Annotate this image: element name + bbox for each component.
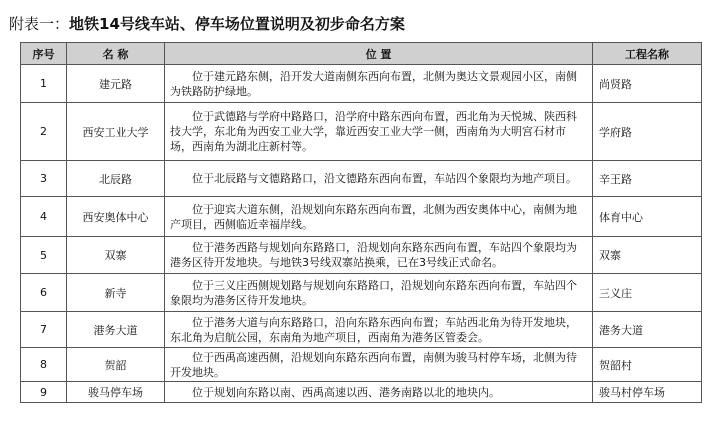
location-text: 位于迎宾大道东侧，沿规划向东路东西向布置，北侧为西安奥体中心，南侧为地产项目，西侧临近幸福岸线。: [170, 202, 577, 231]
location-text: 位于建元路东侧，沿开发大道南侧东西向布置，北侧为奥达文景观园小区，南侧为铁路防护绿地。: [170, 69, 577, 98]
table-row: [21, 312, 702, 348]
cell-location: [165, 103, 593, 161]
cell-no: 5: [21, 237, 67, 274]
cell-project: 骏马村停车场: [593, 382, 702, 403]
table-row: [21, 161, 702, 197]
cell-location: [165, 274, 593, 312]
cell-project: 体育中心: [593, 197, 702, 237]
header-location: 位 置: [165, 43, 593, 65]
cell-location: [165, 65, 593, 103]
cell-project: 贺韶村: [593, 348, 702, 382]
table-row: [21, 197, 702, 237]
location-text: 位于西禹高速西侧，沿规划向东路东西向布置，南侧为骏马村停车场，北侧为待开发地块。: [170, 350, 577, 379]
table-row: [21, 237, 702, 274]
location-text: 位于港务西路与规划向东路路口，沿规划向东路东西向布置，车站四个象限均为港务区待开发地块。与地铁3号线双寨站换乘，已在3号线正式命名。: [170, 241, 577, 269]
cell-no: 8: [21, 348, 67, 382]
cell-project: 学府路: [593, 103, 702, 161]
cell-name: 骏马停车场: [67, 382, 165, 403]
cell-no: 3: [21, 161, 67, 197]
cell-name: 新寺: [67, 274, 165, 312]
table-row: [21, 348, 702, 382]
cell-no: 7: [21, 312, 67, 348]
cell-name: 北辰路: [67, 161, 165, 197]
cell-name: 西安工业大学: [67, 103, 165, 161]
table-header-row: [21, 43, 702, 65]
page-title: [9, 12, 405, 36]
location-text: 位于武德路与学府中路路口，沿学府中路东西向布置，西北角为天悦城、陕西科技大学，东北角为西安工业大学，靠近西安工业大学一侧，西南角为大明宫石材市场，西南角为湖北庄新村等。: [170, 110, 577, 153]
cell-name: 双寨: [67, 237, 165, 274]
station-naming-table: [20, 42, 702, 403]
cell-no: 2: [21, 103, 67, 161]
cell-name: 贺韶: [67, 348, 165, 382]
cell-name: 建元路: [67, 65, 165, 103]
cell-name: 西安奥体中心: [67, 197, 165, 237]
cell-location: [165, 312, 593, 348]
location-text: 位于规划向东路以南、西禹高速以西、港务南路以北的地块内。: [192, 385, 500, 399]
title-prefix: 附表一：: [9, 15, 70, 33]
table-row: [21, 274, 702, 312]
location-text: 位于三义庄西侧规划路与规划向东路路口，沿规划向东路东西向布置，车站四个象限均为港务区待开发地块。: [170, 278, 577, 307]
title-main: 地铁14号线车站、停车场位置说明及初步命名方案: [69, 15, 405, 33]
location-text: 位于北辰路与文德路路口，沿文德路东西向布置，车站四个象限均为地产项目。: [192, 172, 577, 185]
cell-name: 港务大道: [67, 312, 165, 348]
cell-location: [165, 161, 593, 197]
cell-no: 6: [21, 274, 67, 312]
header-project-name: 工程名称: [593, 43, 702, 65]
cell-project: 辛王路: [593, 161, 702, 197]
cell-no: 4: [21, 197, 67, 237]
cell-location: [165, 348, 593, 382]
table-row: [21, 382, 702, 403]
cell-project: 双寨: [593, 237, 702, 274]
cell-location: [165, 237, 593, 274]
cell-no: 9: [21, 382, 67, 403]
location-text: 位于港务大道与向东路路口，沿向东路东西向布置；车站西北角为待开发地块，东北角为启航公园，东南角为地产项目，西南角为港务区管委会。: [170, 315, 577, 344]
cell-location: [165, 382, 593, 403]
table-row: [21, 65, 702, 103]
cell-no: 1: [21, 65, 67, 103]
header-name: 名 称: [67, 43, 165, 65]
cell-project: 尚贤路: [593, 65, 702, 103]
header-no: 序号: [21, 43, 67, 65]
cell-project: 三义庄: [593, 274, 702, 312]
cell-location: [165, 197, 593, 237]
table-row: [21, 103, 702, 161]
cell-project: 港务大道: [593, 312, 702, 348]
